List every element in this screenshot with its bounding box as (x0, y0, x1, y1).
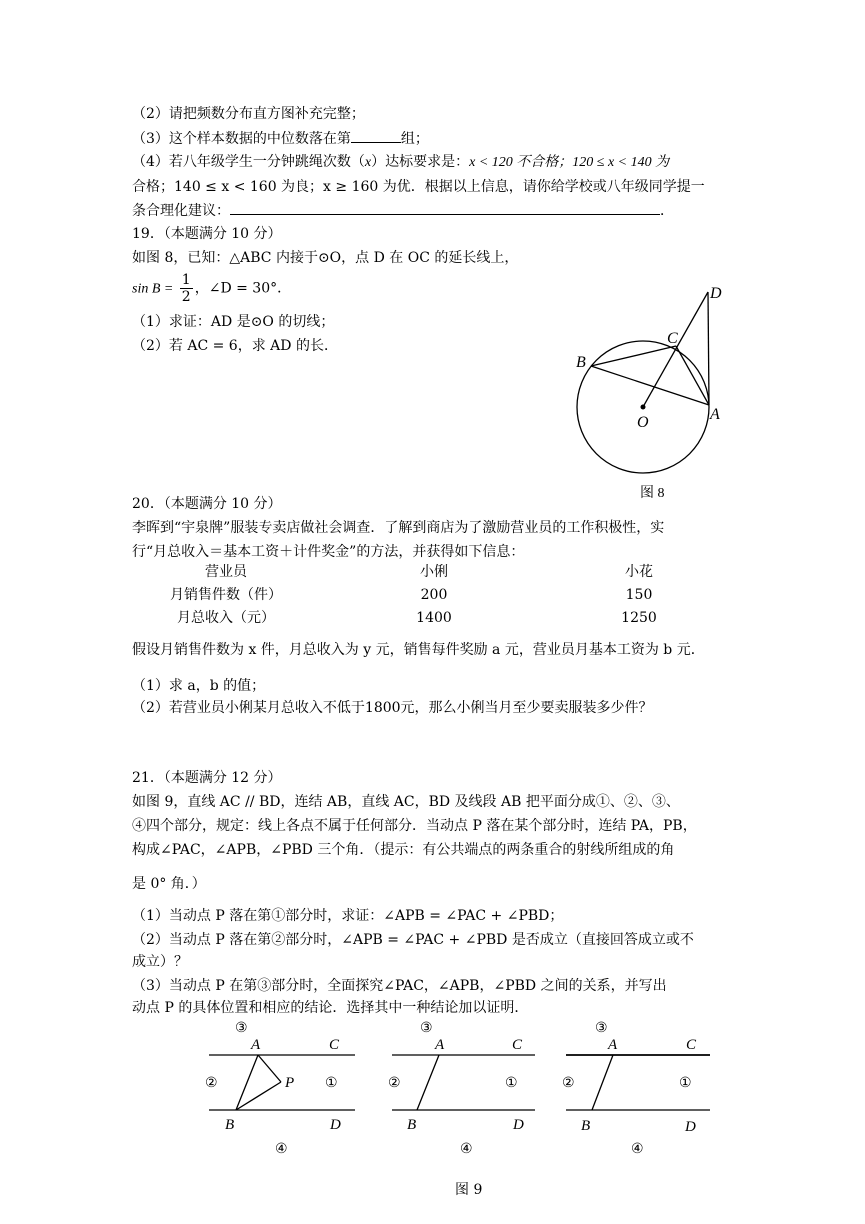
region-2-label: ② (205, 1076, 218, 1091)
label-d: D (710, 285, 722, 302)
q20-text-line2: 行“月总收入＝基本工资＋计件奖金”的方法，并获得如下信息： (132, 544, 525, 560)
q21-part3-line2: 动点 P 的具体位置和相应的结论．选择其中一种结论加以证明． (132, 1000, 529, 1016)
region-2-label: ② (388, 1076, 401, 1091)
figure-9-panel-2 (388, 1021, 535, 1157)
q18-part4-prompt: 条合理化建议： (132, 203, 230, 219)
q18-part4-text2: ）达标要求是： (371, 154, 470, 170)
q19-given: 如图 8，已知：△ABC 内接于⊙O，点 D 在 OC 的延长线上， (132, 250, 519, 266)
table-cell: 150 (625, 587, 653, 603)
figure-8 (560, 275, 760, 505)
segment-ab (236, 1055, 258, 1110)
label-p: P (285, 1075, 295, 1091)
q19-sine-condition (132, 272, 291, 312)
segment-bc (591, 346, 676, 366)
q19-part2: （2）若 AC = 6，求 AD 的长． (132, 338, 338, 354)
label-a: A (608, 1037, 618, 1053)
q18-part3 (132, 128, 429, 149)
region-1-label: ① (679, 1076, 692, 1091)
q18-part3-text: （3）这个样本数据的中位数落在第 (132, 131, 351, 147)
fraction-one-half (180, 272, 193, 305)
label-b: B (407, 1117, 417, 1133)
segment-ba (591, 366, 709, 405)
var-x: x (364, 155, 372, 170)
region-4-label: ④ (275, 1142, 288, 1157)
label-a: A (710, 406, 720, 423)
figure-9-caption: 图 9 (455, 1182, 483, 1198)
suggestion-blank[interactable] (230, 200, 660, 215)
region-4-label: ④ (460, 1142, 473, 1157)
label-c: C (329, 1037, 340, 1053)
label-c: C (512, 1037, 523, 1053)
q21-text-line1: 如图 9，直线 AC // BD，连结 AB，直线 AC，BD 及线段 AB 把平面分成①、②、③、 (132, 794, 680, 810)
answer-blank[interactable] (351, 128, 401, 143)
q20-part1: （1）求 a，b 的值； (132, 678, 266, 694)
q18-part4-line3 (132, 200, 674, 221)
table-header: 小俐 (420, 564, 448, 580)
q18-part4-line1 (132, 152, 669, 173)
period: ． (660, 203, 674, 219)
denominator: 2 (181, 289, 191, 305)
label-d: D (513, 1117, 524, 1133)
label-b: B (225, 1117, 235, 1133)
q18-part2: （2）请把频数分布直方图补充完整； (132, 106, 365, 122)
q20-heading: 20．（本题满分 10 分） (132, 496, 282, 512)
q21-part2-line1: （2）当动点 P 落在第②部分时，∠APB = ∠PAC + ∠PBD 是否成立（直接回答成立或不 (132, 932, 694, 948)
numerator: 1 (181, 272, 191, 288)
region-4-label: ④ (631, 1142, 644, 1157)
q21-heading: 21．（本题满分 12 分） (132, 770, 282, 786)
segment-od (643, 292, 708, 407)
table-cell: 月销售件数（件） (170, 587, 282, 603)
label-b: B (581, 1118, 591, 1134)
q20-assumption: 假设月销售件数为 x 件，月总收入为 y 元，销售每件奖励 a 元，营业员月基本工资为 b 元． (132, 642, 705, 658)
segment-ap (258, 1055, 281, 1082)
label-d: D (685, 1119, 696, 1135)
angle-d: ，∠D = 30°． (194, 280, 292, 297)
label-c: C (686, 1037, 697, 1053)
q18-part4-text: （4）若八年级学生一分钟跳绳次数（ (132, 154, 365, 170)
center-point (641, 405, 646, 410)
q18-part4-ineq: x < 120 不合格；120 ≤ x < 140 为 (469, 155, 670, 170)
q21-text-line4: 是 0° 角．） (132, 876, 206, 892)
table-cell: 200 (420, 587, 448, 603)
label-b: B (576, 354, 586, 371)
segment-bp (236, 1082, 281, 1110)
region-1-label: ① (325, 1076, 338, 1091)
figure-8-caption: 图 8 (640, 486, 665, 501)
label-c: C (667, 330, 678, 347)
figure-9-panel-1 (205, 1021, 355, 1157)
label-a: A (251, 1037, 261, 1053)
label-a: A (435, 1037, 445, 1053)
region-3-label: ③ (235, 1021, 248, 1036)
label-o: O (637, 414, 649, 431)
figure-9-panel-3 (562, 1021, 710, 1157)
q20-text-line1: 李晖到“宇泉牌”服装专卖店做社会调查．了解到商店为了激励营业员的工作积极性，实 (132, 520, 665, 536)
q21-text-line2: ④四个部分，规定：线上各点不属于任何部分．当动点 P 落在某个部分时，连结 PA，PB， (132, 818, 697, 834)
q21-text-line3: 构成∠PAC，∠APB，∠PBD 三个角．（提示：有公共端点的两条重合的射线所组成的角 (132, 842, 675, 858)
figure-9 (195, 1012, 735, 1162)
segment-ad (708, 292, 709, 405)
sin-b: sin B = (132, 281, 174, 297)
region-1-label: ① (505, 1076, 518, 1091)
table-cell: 1400 (416, 610, 452, 626)
table-header-row (132, 562, 732, 584)
region-2-label: ② (562, 1076, 575, 1091)
q19-part1: （1）求证：AD 是⊙O 的切线； (132, 314, 335, 330)
q20-part2: （2）若营业员小俐某月总收入不低于1800元，那么小俐当月至少要卖服装多少件？ (132, 700, 653, 716)
q21-part1: （1）当动点 P 落在第①部分时，求证：∠APB = ∠PAC + ∠PBD； (132, 908, 564, 924)
label-d: D (330, 1117, 341, 1133)
table-header: 营业员 (205, 564, 247, 580)
q21-part3-line1: （3）当动点 P 在第③部分时，全面探究∠PAC，∠APB，∠PBD 之间的关系，并写出 (132, 978, 667, 994)
table-row (132, 608, 732, 630)
q19-heading: 19．（本题满分 10 分） (132, 226, 282, 242)
table-cell: 1250 (621, 610, 657, 626)
region-3-label: ③ (420, 1021, 433, 1036)
q21-part2-line2: 成立）？ (132, 954, 188, 970)
q18-part4-line2: 合格；140 ≤ x < 160 为良；x ≥ 160 为优．根据以上信息，请你给学校或八年级同学提一 (132, 179, 705, 195)
region-3-label: ③ (595, 1021, 608, 1036)
q18-part3-suffix: 组； (400, 131, 429, 147)
segment-ab (592, 1055, 613, 1110)
segment-ab (417, 1055, 439, 1110)
table-row (132, 585, 732, 607)
table-header: 小花 (625, 564, 653, 580)
table-cell: 月总收入（元） (177, 610, 275, 626)
